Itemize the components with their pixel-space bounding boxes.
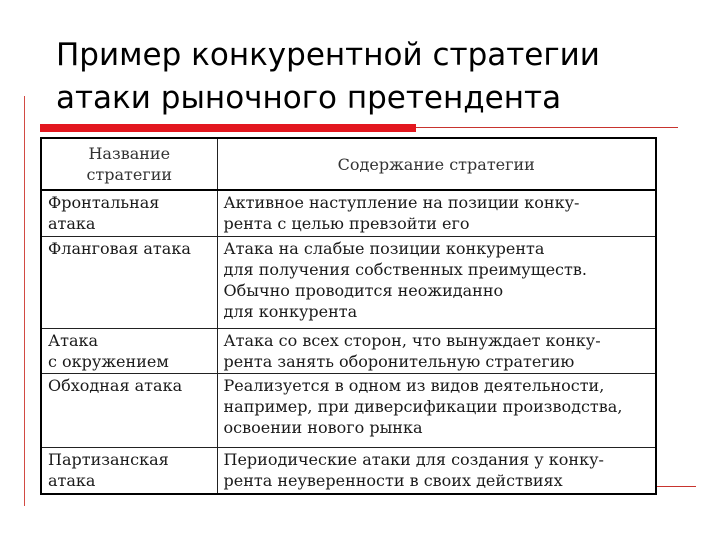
strategy-content-cell: [217, 447, 656, 494]
cell-line: например, при диверсификации производства,: [223, 396, 623, 416]
cell-line: Атака со всех сторон, что вынуждает конку-: [223, 330, 601, 350]
strategy-table: [40, 137, 657, 495]
slide-title: [56, 34, 696, 120]
header-line: стратегии: [86, 165, 173, 184]
cell-line: Обходная атака: [48, 375, 183, 395]
cell-line: Периодические атаки для создания у конку-: [223, 449, 604, 469]
cell-line: Атака на слабые позиции конкурента: [223, 238, 545, 258]
title-accent-line: [416, 127, 678, 128]
cell-line: рента с целью превзойти его: [223, 214, 470, 233]
strategy-name-cell: [41, 190, 217, 236]
strategy-content-cell: [217, 190, 656, 236]
strategy-name-cell: [41, 447, 217, 494]
cell-line: Фланговая атака: [48, 238, 191, 258]
strategy-content-cell: [217, 236, 656, 328]
header-strategy-content: [217, 138, 656, 190]
strategy-name-cell: [41, 373, 217, 447]
strategy-content-cell: [217, 373, 656, 447]
slide-frame-left-line: [24, 96, 25, 506]
header-strategy-name: [41, 138, 217, 190]
slide-title-line: Пример конкурентной стратегии: [56, 37, 600, 73]
cell-line: атака: [48, 214, 96, 233]
strategy-table-container: [40, 137, 655, 495]
header-line: Название: [88, 144, 171, 163]
cell-line: для конкурента: [223, 301, 358, 321]
cell-line: освоении нового рынка: [223, 417, 423, 437]
strategy-content-cell: [217, 328, 656, 373]
table-header-row: [41, 138, 656, 190]
cell-line: с окружением: [48, 351, 169, 371]
cell-line: для получения собственных преимуществ.: [223, 259, 587, 279]
table-row: [41, 328, 656, 373]
slide-frame-bottom-line: [656, 486, 696, 487]
strategy-name-cell: [41, 236, 217, 328]
strategy-name-cell: [41, 328, 217, 373]
table-row: [41, 373, 656, 447]
title-accent-bar: [40, 124, 416, 132]
cell-line: Реализуется в одном из видов деятельности,: [223, 375, 605, 395]
cell-line: Партизанская: [48, 449, 169, 469]
cell-line: Обычно проводится неожиданно: [223, 280, 504, 300]
cell-line: рента неуверенности в своих действиях: [223, 470, 563, 490]
header-line: Содержание стратегии: [337, 154, 535, 174]
table-row: [41, 190, 656, 236]
cell-line: атака: [48, 470, 96, 490]
table-row: [41, 236, 656, 328]
cell-line: Атака: [48, 330, 99, 350]
slide-title-line: атаки рыночного претендента: [56, 80, 562, 116]
table-row: [41, 447, 656, 494]
cell-line: Активное наступление на позиции конку-: [223, 193, 580, 212]
cell-line: рента занять оборонительную стратегию: [223, 351, 575, 371]
cell-line: Фронтальная: [48, 193, 160, 212]
